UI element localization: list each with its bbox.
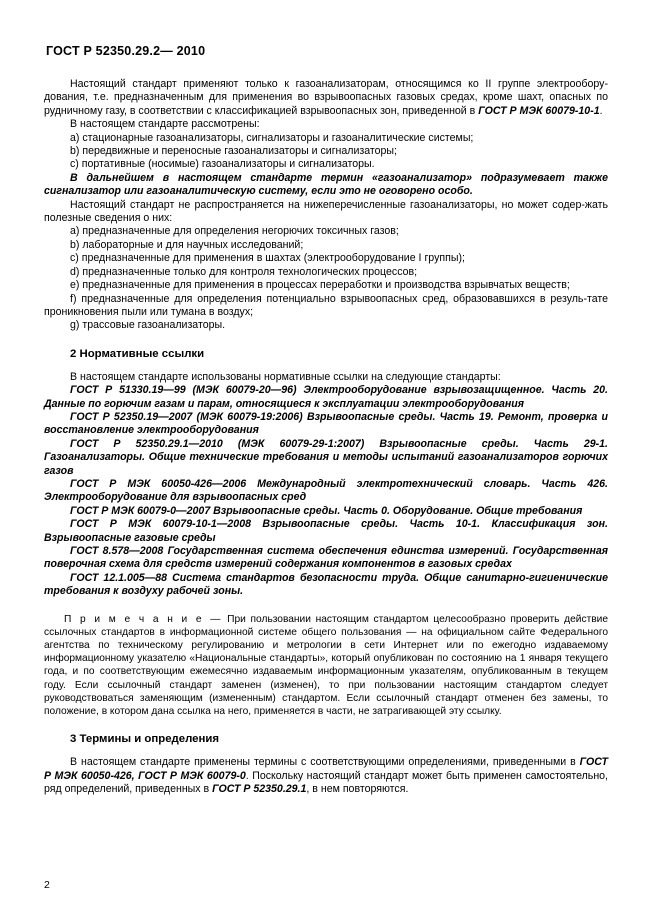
section-2-lead: В настоящем стандарте использованы нормативные ссылки на следующие стандарты: <box>70 370 501 383</box>
intro-paragraph-1-text: Настоящий стандарт применяют только к газоанализаторам, относящимся ко II группе электрообору-дования, т.е. предназначенным для применения во взрывоопасных газовых средах, кроме шахт, опасных по рудничному газу, в соответствии с классификацией взрывоопасных зон, приведенной в <box>44 78 608 117</box>
reference-item: ГОСТ Р МЭК 60050-426—2006 Международный электротехнический словарь. Часть 426. Электрооборудование для взрывоопасных сред <box>44 477 608 504</box>
intro-paragraph-2: В настоящем стандарте рассмотрены: <box>70 118 260 131</box>
intro-paragraph-1 <box>44 78 608 118</box>
reference-item: ГОСТ Р 52350.29.1—2010 (МЭК 60079-29-1:2007) Взрывоопасные среды. Часть 29-1. Газоанализаторы. Общие технические требования и методы испытаний газоанализаторов горючих газов <box>44 437 608 477</box>
reference-item: ГОСТ Р 52350.19—2007 (МЭК 60079-19:2006) Взрывоопасные среды. Часть 19. Ремонт, проверка и восстановление электрооборудования <box>44 410 608 437</box>
list-item: c) портативные (носимые) газоанализаторы и сигнализаторы. <box>70 158 375 171</box>
intro-paragraph-1-end: . <box>599 104 603 117</box>
document-header: ГОСТ Р 52350.29.2— 2010 <box>46 44 206 58</box>
note-label: П р и м е ч а н и е — <box>64 613 223 625</box>
intro-paragraph-1-ref: ГОСТ Р МЭК 60079-10-1 <box>478 104 600 117</box>
note-paragraph <box>44 613 608 719</box>
reference-item: ГОСТ Р 51330.19—99 (МЭК 60079-20—96) Электрооборудование взрывозащищенное. Часть 20. Данные по горючим газам и парам, относящиеся к эксплуатации электрооборудования <box>44 384 608 410</box>
intro-emphasis: В дальнейшем в настоящем стандарте термин «газоанализатор» подразумевает также сигнализатор или газоаналитическую систему, если это не оговорено особо. <box>44 171 608 198</box>
reference-item: ГОСТ Р МЭК 60079-10-1—2008 Взрывоопасные среды. Часть 10-1. Классификация зон. Взрывоопасные газовые среды <box>44 518 608 544</box>
list-item: a) стационарные газоанализаторы, сигнализаторы и газоаналитические системы; <box>70 131 474 144</box>
list-item: b) лабораторные и для научных исследований; <box>70 238 304 251</box>
list-item: b) передвижные и переносные газоанализаторы и сигнализаторы; <box>70 145 397 158</box>
section-3-text-a: В настоящем стандарте применены термины с соответствующими определениями, приведенными в <box>70 756 580 769</box>
intro-section <box>44 78 608 333</box>
intro-paragraph-3: Настоящий стандарт не распространяется на нижеперечисленные газоанализаторы, но может содер-жать полезные сведения о них: <box>44 198 608 225</box>
section-3-title: 3 Термины и определения <box>70 733 220 746</box>
list-item: d) предназначенные только для контроля технологических процессов; <box>70 265 418 278</box>
note-text: При пользовании настоящим стандартом целесообразно проверить действие ссылочных стандартов в информационной системе общего пользования — на официальном сайте Федерального агентства по техническому регулированию и метрологии в сети Интернет или по ежегодно издаваемому информационному указателю «Национальные стандарты», который опубликован по состоянию на 1 января текущего года, и по соответствующим ежемесячно издаваемым информационным указателям, опубликованным в текущем году. Если ссылочный стандарт заменен (изменен), то при пользовании настоящим стандартом следует руководствоваться заменяющим (измененным) стандартом. Если ссылочный стандарт отменен без замены, то положение, в котором дана ссылка на него, применяется в части, не затрагивающей эту ссылку. <box>44 613 609 718</box>
section-3-text-c: , в нем повторяются. <box>306 783 409 796</box>
section-3-body <box>44 756 608 796</box>
list-item: f) предназначенные для определения потенциально взрывоопасных сред, образовавшихся в резуль-тате проникновения пыли или тумана в воздух; <box>44 292 608 318</box>
list-item: a) предназначенные для определения негорючих токсичных газов; <box>70 225 399 238</box>
section-3-text-b: . Поскольку настоящий стандарт может быть применен самостоятельно, ряд определений, приведенных в <box>44 769 609 796</box>
reference-item: ГОСТ 8.578—2008 Государственная система обеспечения единства измерений. Государственная поверочная схема для средств измерений содержания компонентов в газовых средах <box>44 545 608 571</box>
reference-item: ГОСТ 12.1.005—88 Система стандартов безопасности труда. Общие санитарно-гигиенические требования к воздуху рабочей зоны. <box>44 571 608 598</box>
reference-item: ГОСТ Р МЭК 60079-0—2007 Взрывоопасные среды. Часть 0. Оборудование. Общие требования <box>70 504 583 517</box>
section-3-ref-2: ГОСТ Р 52350.29.1 <box>212 783 307 796</box>
section-2-title: 2 Нормативные ссылки <box>70 347 205 360</box>
section-3-paragraph <box>44 756 608 796</box>
list-item: e) предназначенные для применения в процессах переработки и производства взрывчатых веществ; <box>70 279 570 292</box>
section-3-ref-1: ГОСТ Р МЭК 60050-426, ГОСТ Р МЭК 60079-0 <box>44 756 608 782</box>
list-item: c) предназначенные для применения в шахтах (электрооборудование I группы); <box>70 252 465 265</box>
page-number: 2 <box>44 879 50 891</box>
list-item: g) трассовые газоанализаторы. <box>70 319 226 332</box>
section-2-body <box>44 371 608 599</box>
note-block <box>44 613 608 719</box>
